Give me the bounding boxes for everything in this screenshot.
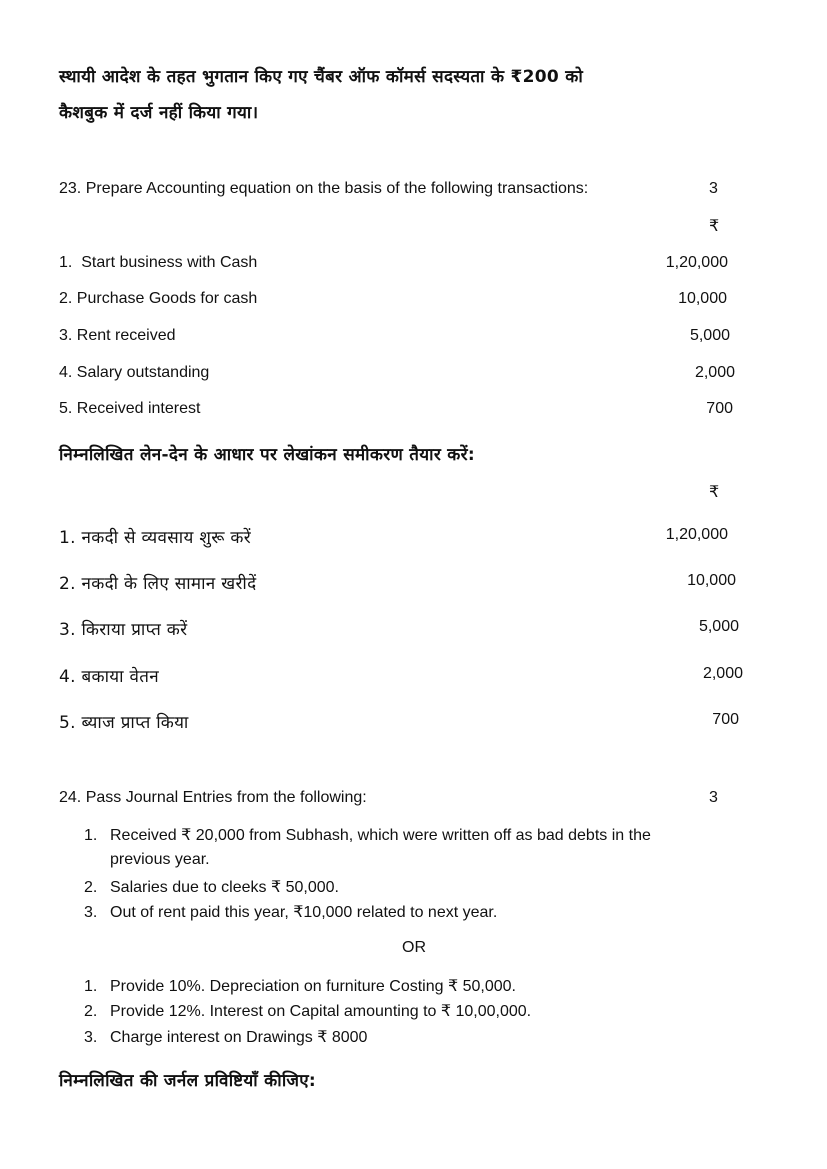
q23-hindi-item-amount: 1,20,000 [665,526,728,543]
q24-or-item-text: Provide 10%. Depreciation on furniture Costing ₹ 50,000. [110,978,516,995]
q23-title: 23. Prepare Accounting equation on the basis of the following transactions: [59,180,589,197]
q23-hindi-item-amount: 5,000 [698,618,739,635]
q23-item-label: 5. Received interest [59,400,201,417]
q24-item [84,902,497,922]
q23-item-amount: 10,000 [678,290,727,307]
q23-hindi-item-amount: 2,000 [702,665,743,682]
q24-or-item [84,1001,531,1021]
q24-title: 24. Pass Journal Entries from the following: [59,789,367,806]
q23-hindi-item-amount: 10,000 [687,572,736,589]
q23-item-label: 3. Rent received [59,327,176,344]
q23-currency-symbol: ₹ [709,218,720,235]
q23-currency-symbol-hindi: ₹ [709,484,720,501]
q23-hindi-item-label: 5. ब्याज प्राप्त किया [59,713,189,733]
q24-or-item-text: Provide 12%. Interest on Capital amounting to ₹ 10,00,000. [110,1003,532,1020]
q23-item-amount: 5,000 [689,327,730,344]
q23-hindi-item-label: 4. बकाया वेतन [59,667,160,687]
intro-hindi-line-2: कैशबुक में दर्ज नहीं किया गया। [59,103,259,123]
q23-item-amount: 700 [706,400,733,417]
q24-or-item-number: 3. [84,1029,98,1046]
q24-or-separator: OR [402,939,426,956]
q23-hindi-item-label: 3. किराया प्राप्त करें [59,620,188,640]
q24-marks: 3 [709,789,718,806]
q24-item-text-continued: previous year. [110,851,210,868]
q24-item-number: 3. [84,904,98,921]
q24-item [84,877,339,897]
q24-item-text: Received ₹ 20,000 from Subhash, which were written off as bad debts in the [110,827,651,844]
q24-item-number: 1. [84,827,98,844]
q24-or-item [84,976,516,996]
q24-item-text: Out of rent paid this year, ₹10,000 related to next year. [110,904,498,921]
q24-title-hindi: निम्नलिखित की जर्नल प्रविष्टियाँ कीजिए: [59,1071,317,1091]
q23-item-label: 2. Purchase Goods for cash [59,290,258,307]
q23-marks: 3 [709,180,718,197]
q24-item [84,825,651,845]
q24-or-item-text: Charge interest on Drawings ₹ 8000 [110,1029,368,1046]
q23-title-hindi: निम्नलिखित लेन-देन के आधार पर लेखांकन समीकरण तैयार करें: [59,445,476,465]
q23-item-amount: 2,000 [694,364,735,381]
q23-hindi-item-label: 1. नकदी से व्यवसाय शुरू करें [59,528,252,548]
q23-hindi-item-label: 2. नकदी के लिए सामान खरीदें [59,574,257,594]
q24-item-text: Salaries due to cleeks ₹ 50,000. [110,879,339,896]
q23-item-amount: 1,20,000 [665,254,728,271]
q24-item-number: 2. [84,879,98,896]
q23-item-label: 4. Salary outstanding [59,364,210,381]
q24-or-item [84,1027,367,1047]
intro-hindi-line-1: स्थायी आदेश के तहत भुगतान किए गए चैंबर ऑफ कॉमर्स सदस्यता के ₹200 को [59,67,584,87]
q23-item-label: 1. Start business with Cash [59,254,258,271]
q24-or-item-number: 1. [84,978,98,995]
q23-hindi-item-amount: 700 [712,711,739,728]
q24-or-item-number: 2. [84,1003,98,1020]
